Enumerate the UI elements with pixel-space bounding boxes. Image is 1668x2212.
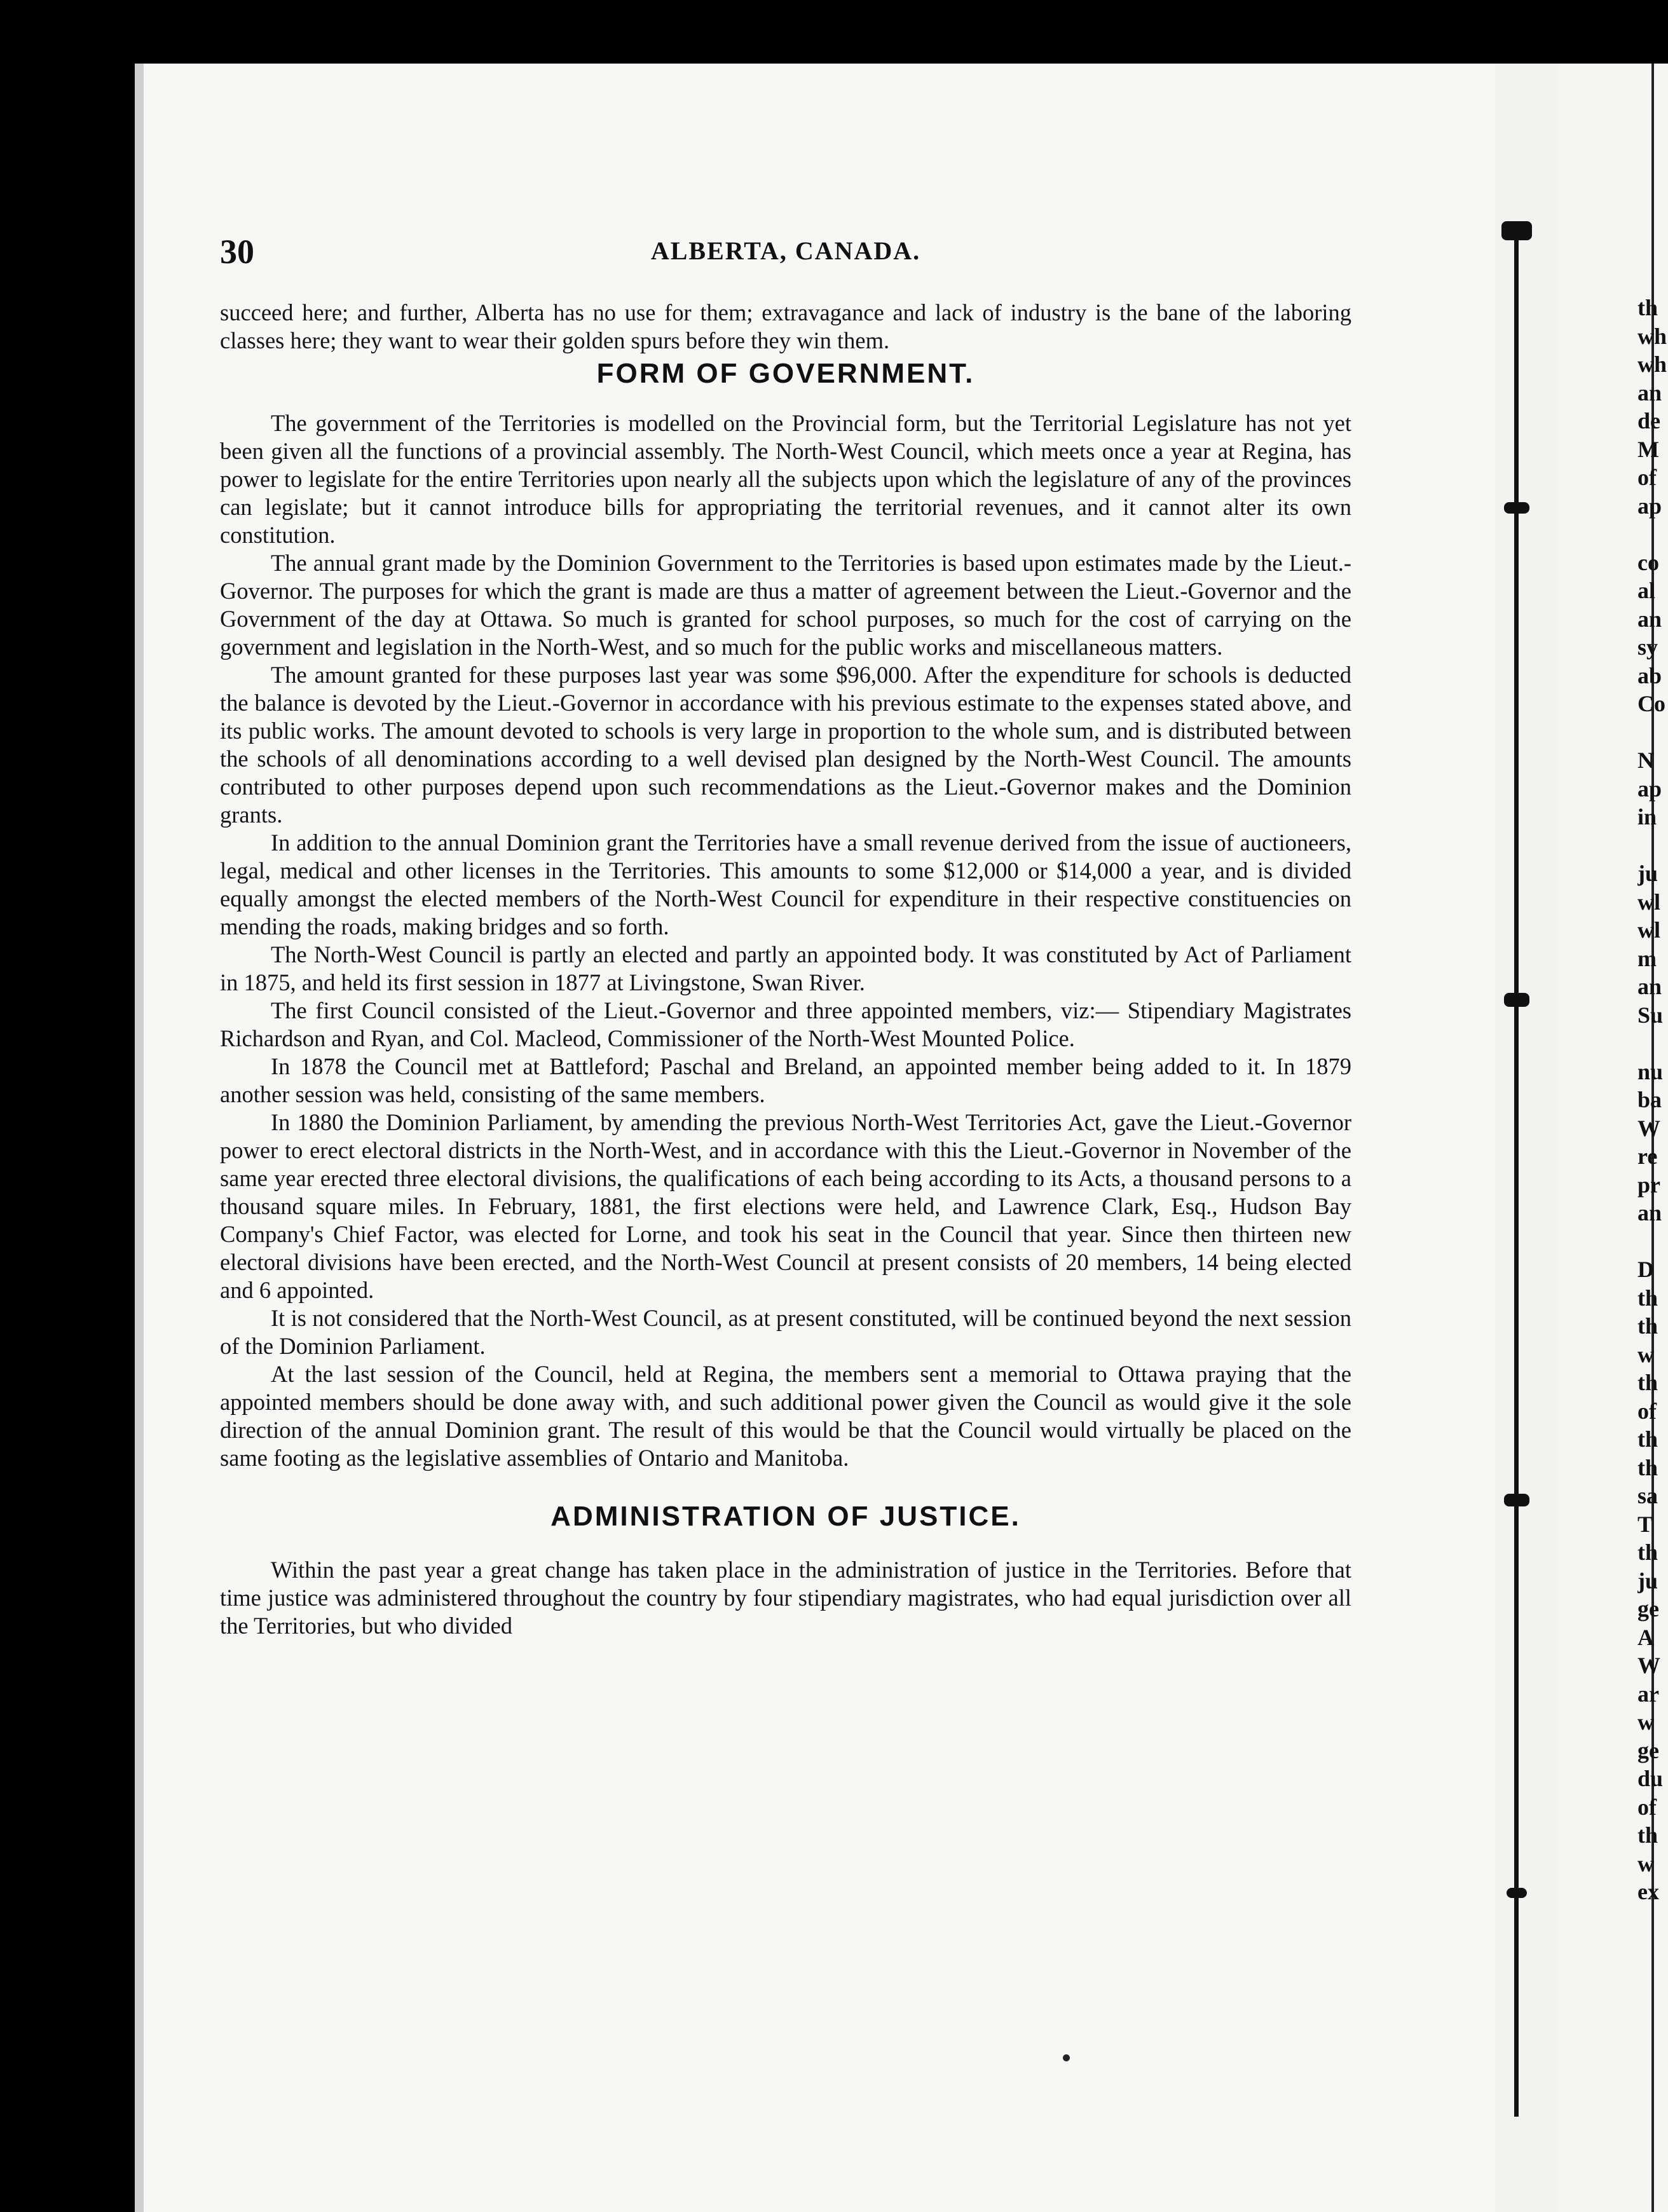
binding-stitch-mark xyxy=(1507,1888,1527,1898)
adjacent-page-fragment: of xyxy=(1637,1398,1657,1424)
running-head: ALBERTA, CANADA. xyxy=(650,236,921,265)
section-heading-administration-of-justice: ADMINISTRATION OF JUSTICE. xyxy=(550,1501,1021,1532)
adjacent-page-fragment: ge xyxy=(1637,1596,1659,1621)
adjacent-page-fragment xyxy=(1637,718,1668,747)
adjacent-page-fragment: ex xyxy=(1637,1879,1659,1904)
adjacent-page-fragment: ap xyxy=(1637,493,1662,519)
adjacent-page-fragment: T xyxy=(1637,1511,1653,1537)
adjacent-page-fragment: pr xyxy=(1637,1171,1660,1198)
binding-stitch-mark xyxy=(1504,502,1529,514)
adjacent-page-fragment: ab xyxy=(1637,662,1662,688)
adjacent-page-fragment: wh xyxy=(1637,323,1667,349)
paragraph: The amount granted for these purposes last year was some $96,000. After the expenditure for schools is deducted the balance is devoted by the Lieut.-Governor in accordance with his previous estimate to the expenses stated above, and its public works. The amount devoted to schools is very large in proportion to the whole sum, and is distributed between the schools of all denominations according to a well devised plan designed by the North-West Council. The amounts contributed to other purposes depend upon such recommendations as the Lieut.-Governor makes and the Dominion grants. xyxy=(220,662,1351,828)
adjacent-page-fragment: of xyxy=(1637,465,1657,490)
adjacent-page-fragment: de xyxy=(1637,408,1660,434)
paragraph: Within the past year a great change has taken place in the administration of justice in the Territories. Before that time justice was administered throughout the country by four stipendiary magistrates, who had equal jurisdiction over all the Territories, but who divided xyxy=(220,1557,1351,1639)
adjacent-page-fragment: th xyxy=(1637,1313,1658,1339)
adjacent-page-fragment: th xyxy=(1637,295,1658,320)
adjacent-page-fragment: Co xyxy=(1637,691,1665,716)
adjacent-page-fragment xyxy=(1637,1227,1668,1256)
paragraph: At the last session of the Council, held at Regina, the members sent a memorial to Ottawa praying that the appointed members should be done away with, and such additional power given the Council as would give it the sole direction of the annual Dominion grant. The result of this would be that the Council would virtually be placed on the same footing as the legislative assemblies of Ontario and Manitoba. xyxy=(220,1361,1351,1471)
adjacent-page-fragment: an xyxy=(1637,379,1662,406)
adjacent-page-fragment: wh xyxy=(1637,352,1667,377)
adjacent-page-fragment: wl xyxy=(1637,917,1660,943)
adjacent-page-fragment xyxy=(1637,1029,1668,1058)
page-number: 30 xyxy=(220,233,254,271)
adjacent-page-fragment: an xyxy=(1637,606,1662,632)
adjacent-page-fragment: sa xyxy=(1637,1483,1658,1508)
paragraph: The government of the Territories is modelled on the Provincial form, but the Territorial Legislature has not yet been given all the functions of a provincial assembly. The North-West Council, which meets once a year at Regina, has power to legislate for the entire Territories upon nearly all the subjects upon which the legislature of any of the provinces can legislate; but it cannot introduce bills for appropriating the territorial revenues, and it cannot alter its own constitution. xyxy=(220,410,1351,548)
adjacent-page-fragment: sy xyxy=(1637,634,1658,660)
adjacent-page-fragment: wl xyxy=(1637,889,1660,915)
print-speck xyxy=(1063,2054,1070,2061)
adjacent-page-fragment: ba xyxy=(1637,1087,1662,1112)
adjacent-page-fragment: ar xyxy=(1637,1681,1659,1707)
adjacent-page-fragment: W xyxy=(1637,1653,1660,1678)
paragraph: In 1878 the Council met at Battleford; Paschal and Breland, an appointed member being added to it. In 1879 another session was held, consisting of the same members. xyxy=(220,1053,1351,1107)
adjacent-page-fragment: ge xyxy=(1637,1737,1659,1763)
paragraph: In 1880 the Dominion Parliament, by amending the previous North-West Territories Act, gave the Lieut.-Governor power to erect electoral districts in the North-West, and in accordance with this the Lieut.-Governor in November of the same year erected three electoral divisions, the qualifications of each being according to its Acts, a thousand persons to a thousand square miles. In February, 1881, the first elections were held, and Lawrence Clark, Esq., Hudson Bay Company's Chief Factor, was elected for Lorne, and took his seat in the Council that year. Since then thirteen new electoral divisions have been erected, and the North-West Council at present consists of 20 members, 14 being elected and 6 appointed. xyxy=(220,1109,1351,1303)
binding-stitch-mark xyxy=(1504,993,1529,1007)
adjacent-page-fragment: D xyxy=(1637,1257,1654,1282)
adjacent-page-fragment: ju xyxy=(1637,861,1658,886)
page-header xyxy=(220,232,1351,276)
section-heading-form-of-government: FORM OF GOVERNMENT. xyxy=(596,358,975,389)
adjacent-page-fragment: an xyxy=(1637,974,1662,999)
adjacent-page-fragment: nu xyxy=(1637,1058,1664,1084)
adjacent-page-fragment: th xyxy=(1637,1426,1658,1452)
adjacent-page-fragment: al xyxy=(1637,578,1656,603)
book-gutter xyxy=(1495,64,1559,2212)
adjacent-page-fragment: w xyxy=(1637,1850,1654,1876)
adjacent-page-fragment xyxy=(1637,520,1668,549)
adjacent-page-fragment: W xyxy=(1637,1115,1660,1141)
paragraph: The North-West Council is partly an elected and partly an appointed body. It was constituted by Act of Parliament in 1875, and held its first session in 1877 at Livingstone, Swan River. xyxy=(220,941,1351,995)
adjacent-page-fragment: th xyxy=(1637,1822,1658,1848)
paragraph: The annual grant made by the Dominion Government to the Territories is based upon estimates made by the Lieut.-Governor. The purposes for which the grant is made are thus a matter of agreement between the Lieut.-Governor and the Government of the day at Ottawa. So much is granted for school purposes, so much for the cost of carrying on the government and legislation in the North-West, and so much for the public works and miscellaneous matters. xyxy=(220,550,1351,660)
intro-paragraph: succeed here; and further, Alberta has no use for them; extravagance and lack of industry is the bane of the laboring classes here; they want to wear their golden spurs before they win them. xyxy=(220,299,1351,353)
adjacent-page-fragment: ju xyxy=(1637,1567,1658,1594)
adjacent-page-fragment: Su xyxy=(1637,1002,1664,1028)
adjacent-page-fragment: an xyxy=(1637,1200,1662,1225)
adjacent-page-fragment: th xyxy=(1637,1370,1658,1395)
adjacent-page-fragment: th xyxy=(1637,1454,1658,1480)
adjacent-page-fragment: of xyxy=(1637,1794,1657,1820)
adjacent-page-fragment: co xyxy=(1637,549,1659,575)
adjacent-page-fragment: m xyxy=(1637,945,1657,971)
adjacent-page-fragment: w xyxy=(1637,1709,1654,1735)
section-form-of-government xyxy=(220,409,1351,1472)
adjacent-page-fragment: in xyxy=(1637,804,1657,830)
paragraph: In addition to the annual Dominion grant the Territories have a small revenue derived from the issue of auctioneers, legal, medical and other licenses in the Territories. This amounts to some $12,000 or $14,000 a year, and is divided equally amongst the elected members of the North-West Council for expenditure in their respective constituencies on mending the roads, making bridges and so forth. xyxy=(220,830,1351,939)
adjacent-page-fragment: M xyxy=(1637,436,1659,462)
adjacent-page-fragment: th xyxy=(1637,1285,1658,1311)
binding-stitch-mark xyxy=(1501,221,1532,240)
adjacent-page-fragment xyxy=(1637,831,1668,860)
adjacent-page-text-fragments xyxy=(1637,294,1668,1906)
adjacent-page-fragment: A xyxy=(1637,1624,1654,1650)
adjacent-page-fragment: du xyxy=(1637,1766,1664,1791)
section-administration-of-justice xyxy=(220,1556,1351,1640)
adjacent-page-fragment: ap xyxy=(1637,775,1662,802)
binding-stitch-mark xyxy=(1504,1494,1529,1506)
adjacent-page-fragment: N xyxy=(1637,748,1654,773)
paragraph: It is not considered that the North-West Council, as at present constituted, will be continued beyond the next session of the Dominion Parliament. xyxy=(220,1305,1351,1359)
adjacent-page-fragment: re xyxy=(1637,1144,1658,1169)
page-edge-shadow xyxy=(135,64,144,2212)
page-body xyxy=(220,299,1351,1640)
adjacent-page-fragment: th xyxy=(1637,1540,1658,1565)
paragraph: The first Council consisted of the Lieut.-Governor and three appointed members, viz:— Stipendiary Magistrates Richardson and Ryan, and Col. Macleod, Commissioner of the North-West Mounted Police. xyxy=(220,997,1351,1051)
adjacent-page-fragment: w xyxy=(1637,1341,1654,1367)
